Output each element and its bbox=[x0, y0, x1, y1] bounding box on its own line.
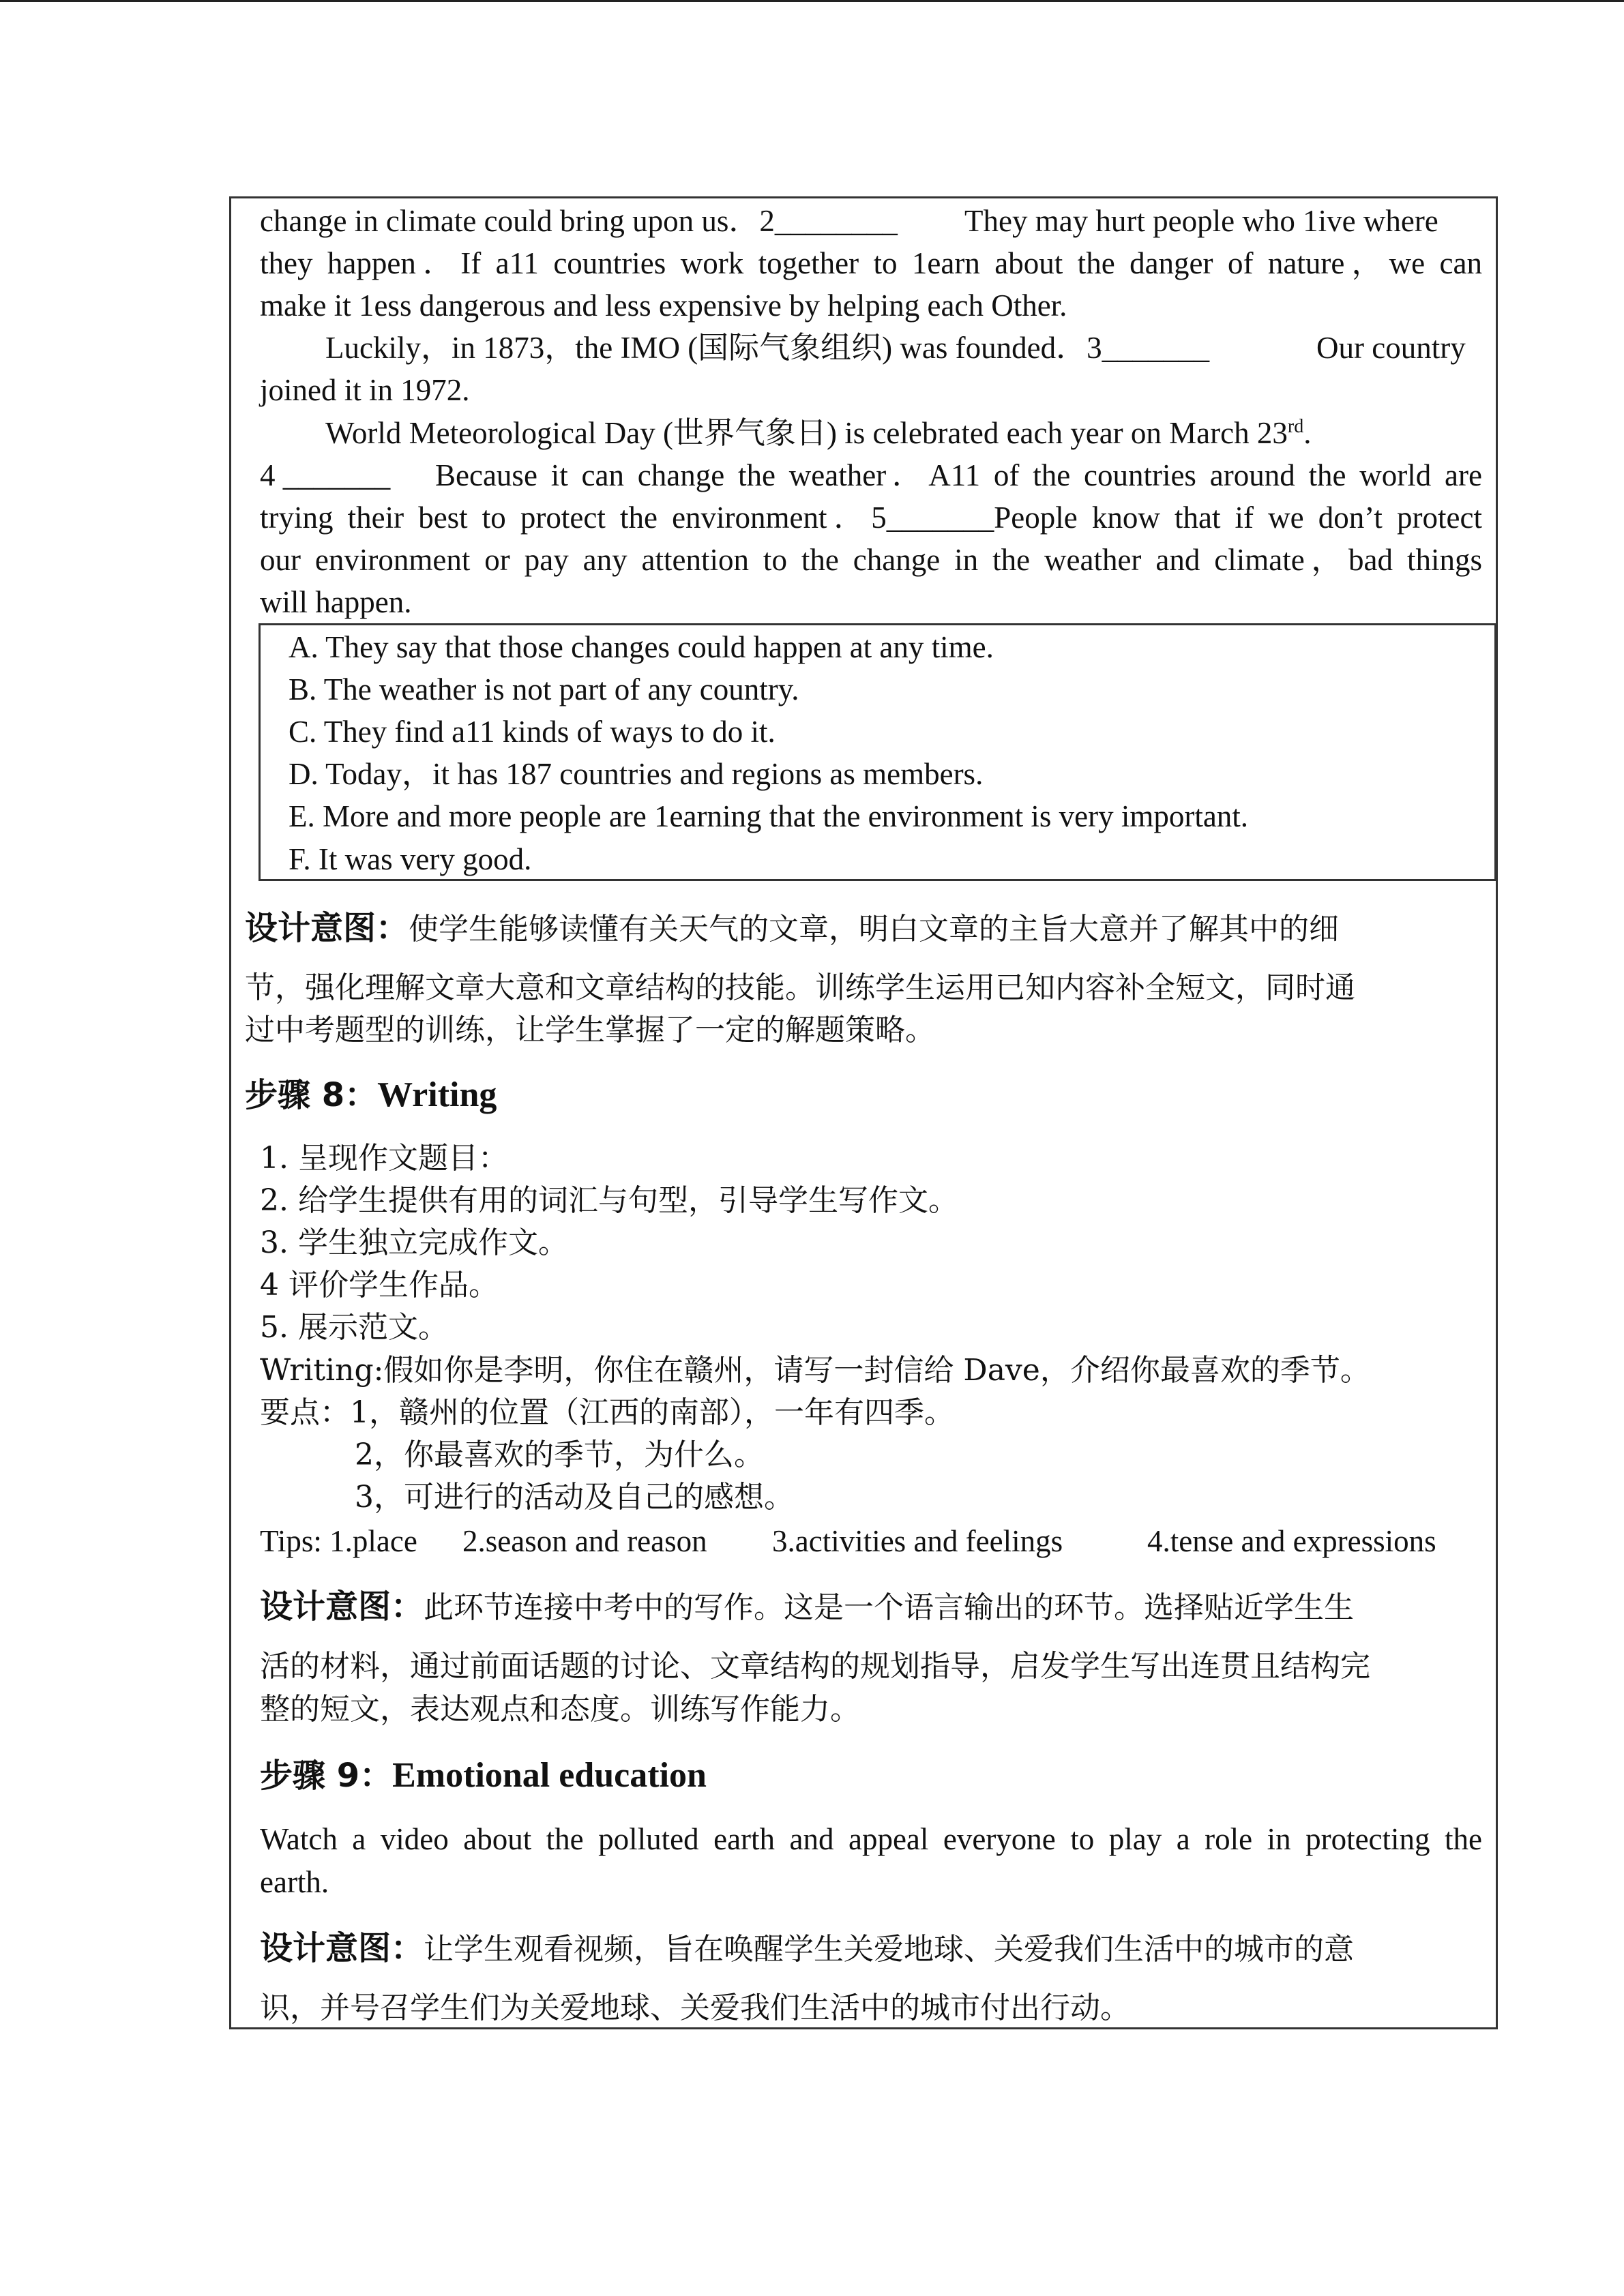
design-intent-3-line-2: 识，并号召学生们为关爱地球、关爱我们生活中的城市付出行动。 bbox=[260, 1991, 1130, 2025]
page-top-border bbox=[0, 0, 1624, 2]
step-8-item-5: 5. 展示范文。 bbox=[260, 1310, 448, 1345]
design-intent-3-label: 设计意图： bbox=[260, 1929, 424, 1967]
passage-line-6-text: World Meteorological Day (世界气象日) is celebrated each year on March 23 bbox=[325, 416, 1288, 450]
passage-line-8: trying their best to protect the environment．5_______People know that if we don’t protect bbox=[260, 501, 1482, 535]
design-intent-2-text-1: 此环节连接中考中的写作。这是一个语言输出的环节。选择贴近学生生 bbox=[424, 1590, 1355, 1625]
option-b: B. The weather is not part of any country. bbox=[289, 672, 799, 706]
step-8-item-4: 4 评价学生作品。 bbox=[260, 1268, 499, 1302]
design-intent-2-label: 设计意图： bbox=[260, 1587, 424, 1626]
option-e: E. More and more people are 1earning that the environment is very important. bbox=[289, 799, 1249, 833]
writing-point-1: 要点：1，赣州的位置（江西的南部），一年有四季。 bbox=[260, 1395, 954, 1430]
passage-line-7-right: Because it can change the weather．A11 of the countries around the world are bbox=[435, 458, 1482, 492]
design-intent-3-text-1: 让学生观看视频，旨在唤醒学生关爱地球、关爱我们生活中的城市的意 bbox=[424, 1932, 1355, 1967]
design-intent-2-line-3: 整的短文，表达观点和态度。训练写作能力。 bbox=[260, 1692, 860, 1727]
design-intent-2-line-1 bbox=[260, 1585, 1354, 1629]
passage-line-4-left: Luckily，in 1873，the IMO (国际气象组织) was founded．3_______ bbox=[325, 331, 1210, 365]
tips-3: 3.activities and feelings bbox=[772, 1524, 1063, 1558]
passage-line-6-end: . bbox=[1303, 416, 1312, 450]
tips-1: Tips: 1.place bbox=[260, 1524, 417, 1558]
step-8-item-2: 2. 给学生提供有用的词汇与句型，引导学生写作文。 bbox=[260, 1183, 958, 1218]
design-intent-2-line-2: 活的材料，通过前面话题的讨论、文章结构的规划指导，启发学生写出连贯且结构完 bbox=[260, 1649, 1370, 1684]
passage-line-7-left: 4 _______ bbox=[260, 458, 391, 492]
passage-line-9: our environment or pay any attention to the change in the weather and climate，bad things bbox=[260, 543, 1482, 577]
step-8-heading-en: Writing bbox=[377, 1075, 497, 1114]
passage-line-6 bbox=[325, 412, 1311, 454]
passage-line-2: they happen．If a11 countries work together to 1earn about the danger of nature，we can bbox=[260, 246, 1482, 280]
design-intent-1-label: 设计意图： bbox=[245, 909, 409, 947]
passage-line-1-left: change in climate could bring upon us．2________ bbox=[260, 204, 898, 238]
step-9-line-2: earth. bbox=[260, 1865, 329, 1899]
passage-line-3: make it 1ess dangerous and less expensive by helping each Other. bbox=[260, 288, 1067, 323]
design-intent-1-line-1 bbox=[245, 907, 1339, 951]
option-d: D. Today，it has 187 countries and regions as members. bbox=[289, 757, 984, 791]
option-c: C. They find a11 kinds of ways to do it. bbox=[289, 715, 776, 749]
step-9-heading bbox=[260, 1755, 707, 1798]
step-9-heading-cn: 步骤 9： bbox=[260, 1757, 393, 1795]
design-intent-1-line-3: 过中考题型的训练，让学生掌握了一定的解题策略。 bbox=[245, 1013, 935, 1047]
passage-line-6-sup: rd bbox=[1287, 416, 1304, 437]
step-8-heading-cn: 步骤 8： bbox=[245, 1076, 378, 1114]
step-9-heading-en: Emotional education bbox=[392, 1756, 707, 1795]
step-8-heading bbox=[245, 1074, 497, 1117]
step-8-item-3: 3. 学生独立完成作文。 bbox=[260, 1225, 568, 1260]
design-intent-1-line-2: 节，强化理解文章大意和文章结构的技能。训练学生运用已知内容补全短文，同时通 bbox=[245, 970, 1355, 1005]
option-f: F. It was very good. bbox=[289, 842, 532, 876]
writing-point-2: 2，你最喜欢的季节，为什么。 bbox=[355, 1437, 764, 1472]
step-8-item-1: 1. 呈现作文题目： bbox=[260, 1141, 508, 1176]
passage-line-5: joined it in 1972. bbox=[260, 373, 470, 407]
writing-point-3: 3，可进行的活动及自己的感想。 bbox=[355, 1480, 794, 1515]
passage-line-4-right: Our country bbox=[1316, 331, 1466, 365]
passage-line-10: will happen. bbox=[260, 585, 412, 619]
writing-prompt: Writing:假如你是李明，你住在赣州，请写一封信给 Dave，介绍你最喜欢的季节。 bbox=[260, 1353, 1370, 1388]
tips-4: 4.tense and expressions bbox=[1147, 1524, 1436, 1558]
design-intent-1-text-1: 使学生能够读懂有关天气的文章，明白文章的主旨大意并了解其中的细 bbox=[409, 912, 1340, 946]
option-a: A. They say that those changes could happen at any time. bbox=[289, 630, 994, 664]
design-intent-3-line-1 bbox=[260, 1927, 1354, 1971]
passage-line-1-right: They may hurt people who 1ive where bbox=[964, 204, 1438, 238]
step-9-line-1: Watch a video about the polluted earth and appeal everyone to play a role in protecting the bbox=[260, 1822, 1482, 1856]
tips-2: 2.season and reason bbox=[462, 1524, 707, 1558]
